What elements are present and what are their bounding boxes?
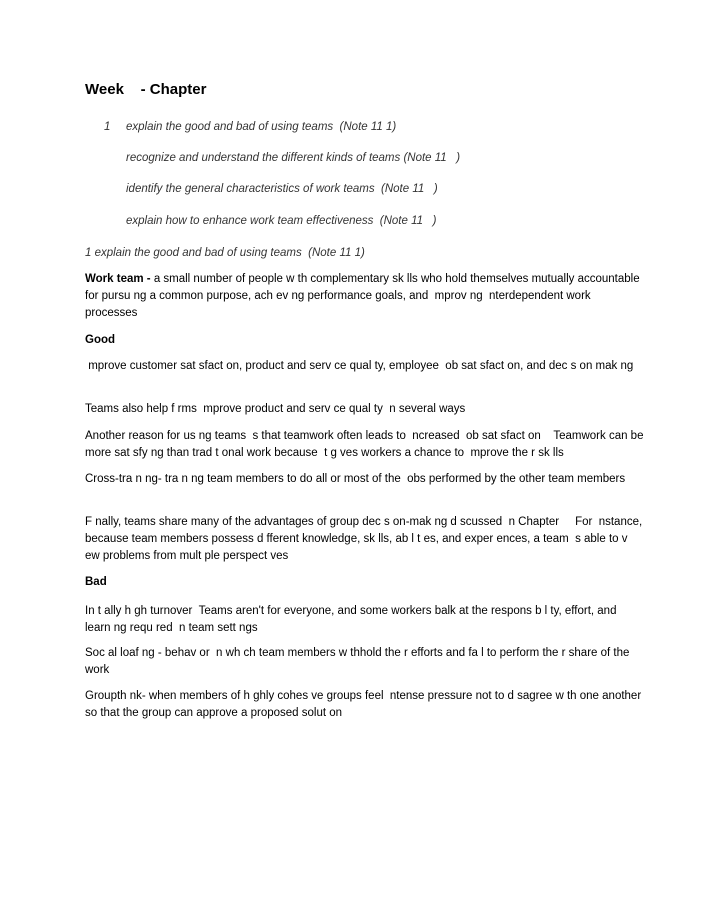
bad-paragraph-2: Soc al loaf ng - behav or n wh ch team members w thhold the r efforts and fa l to perform the r share of the work bbox=[85, 647, 633, 676]
good-paragraph-3: Another reason for us ng teams s that teamwork often leads to ncreased ob sat sfact on Teamwork can be more sat sfy ng than trad t onal work because t g ves workers a chance to mprove the r sk lls bbox=[85, 430, 647, 459]
objective-item-2: recognize and understand the different kinds of teams (Note 11 ) bbox=[126, 152, 461, 164]
bad-paragraph-1: In t ally h gh turnover Teams aren't for everyone, and some workers balk at the respons b l ty, effort, and learn ng requ red n team sett ngs bbox=[85, 605, 620, 634]
good-label: Good bbox=[85, 334, 116, 346]
bad-label: Bad bbox=[85, 576, 107, 588]
objective-number: 1 bbox=[104, 121, 111, 133]
good-paragraph-4: Cross-tra n ng- tra n ng team members to do all or most of the obs performed by the other team members bbox=[85, 473, 626, 485]
work-team-term: Work team - bbox=[85, 273, 154, 285]
section-title: 1 explain the good and bad of using teams (Note 11 1) bbox=[85, 247, 365, 259]
objective-item-1: explain the good and bad of using teams (Note 11 1) bbox=[126, 121, 397, 133]
bad-paragraph-3: Groupth nk- when members of h ghly cohes ve groups feel ntense pressure not to d sagree w th one another so that the group can approve a proposed solut on bbox=[85, 690, 645, 719]
objective-item-3: identify the general characteristics of work teams (Note 11 ) bbox=[126, 183, 438, 195]
good-paragraph-2: Teams also help f rms mprove product and serv ce qual ty n several ways bbox=[85, 403, 466, 415]
good-paragraph-5: F nally, teams share many of the advantages of group dec s on-mak ng d scussed n Chapter For nstance, because team members possess d fferent knowledge, sk lls, ab l t es, and exper ences, a team s able to v ew problems from mult ple perspect ves bbox=[85, 516, 646, 562]
good-paragraph-1: mprove customer sat sfact on, product and serv ce qual ty, employee ob sat sfact on, and dec s on mak ng bbox=[85, 360, 634, 372]
work-team-text: a small number of people w th complementary sk lls who hold themselves mutually accountable for pursu ng a common purpose, ach ev ng performance goals, and mprov ng nterdependent work processes bbox=[85, 273, 643, 319]
objective-item-4: explain how to enhance work team effectiveness (Note 11 ) bbox=[126, 215, 437, 227]
work-team-definition bbox=[85, 271, 645, 322]
page-heading: Week - Chapter bbox=[85, 81, 207, 98]
